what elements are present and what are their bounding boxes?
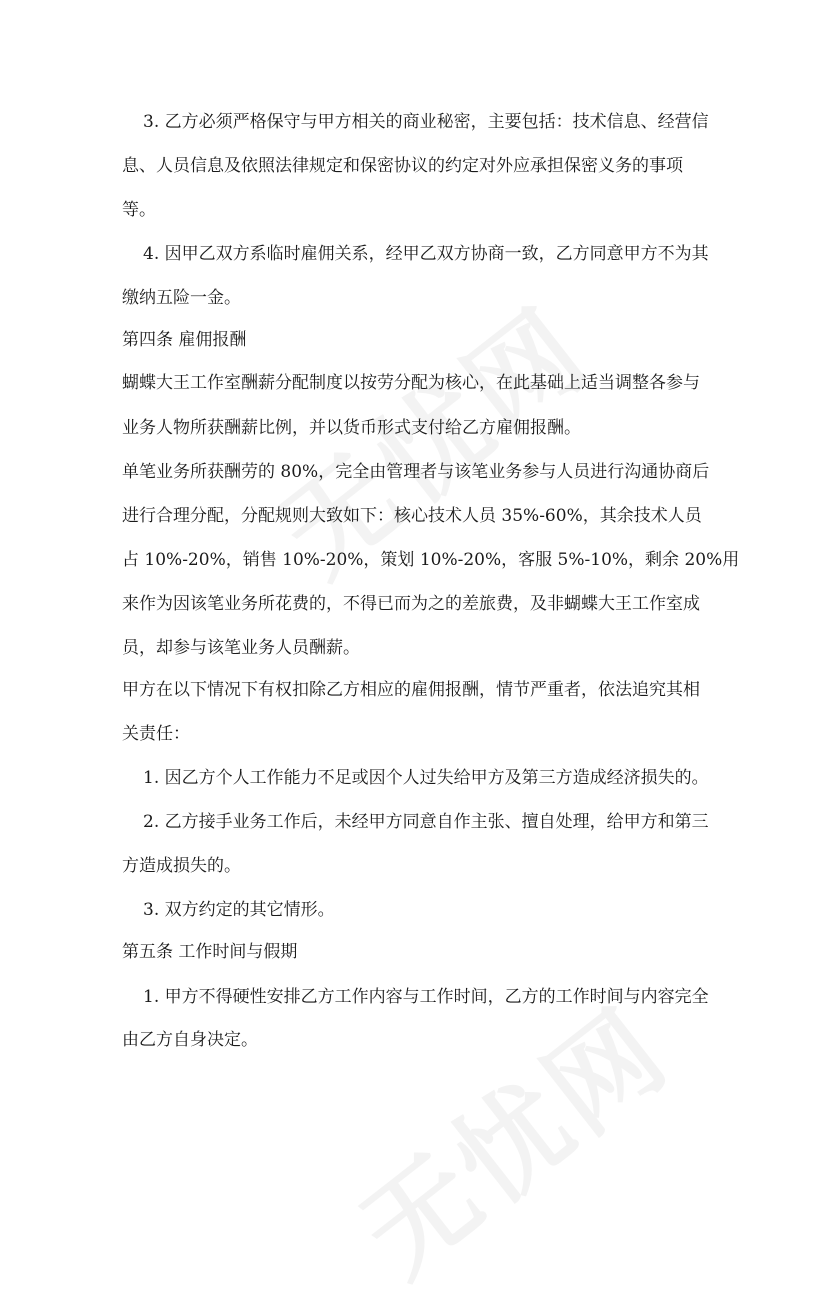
paragraph-2-line-1: 单笔业务所获酬劳的 80%，完全由管理者与该笔业务参与人员进行沟通协商后 xyxy=(122,462,710,482)
list-item-3-line-1: 3. 乙方必须严格保守与甲方相关的商业秘密，主要包括：技术信息、经营信 xyxy=(143,112,709,132)
paragraph-2-line-2: 进行合理分配，分配规则大致如下：核心技术人员 35%-60%，其余技术人员 xyxy=(122,506,702,526)
paragraph-3-line-1: 甲方在以下情况下有权扣除乙方相应的雇佣报酬，情节严重者，依法追究其相 xyxy=(122,680,700,700)
deduction-item-1: 1. 因乙方个人工作能力不足或因个人过失给甲方及第三方造成经济损失的。 xyxy=(143,768,709,788)
list-item-4-line-2: 缴纳五险一金。 xyxy=(122,288,241,308)
paragraph-2-line-3: 占 10%-20%，销售 10%-20%，策划 10%-20%，客服 5%-10%，剩余 20%用 xyxy=(122,550,740,570)
watermark-text-bottom xyxy=(324,966,696,1305)
paragraph-2-line-4: 来作为因该笔业务所花费的，不得已而为之的差旅费，及非蝴蝶大王工作室成 xyxy=(122,594,700,614)
work-item-1-line-1: 1. 甲方不得硬性安排乙方工作内容与工作时间，乙方的工作时间与内容完全 xyxy=(143,987,709,1007)
deduction-item-3: 3. 双方约定的其它情形。 xyxy=(143,900,335,920)
paragraph-1-line-2: 业务人物所获酬薪比例，并以货币形式支付给乙方雇佣报酬。 xyxy=(122,418,581,438)
work-item-1-line-2: 由乙方自身决定。 xyxy=(122,1030,258,1050)
list-item-3-line-2: 息、人员信息及依照法律规定和保密协议的约定对外应承担保密义务的事项 xyxy=(122,156,683,176)
deduction-item-2-line-1: 2. 乙方接手业务工作后，未经甲方同意自作主张、擅自处理，给甲方和第三 xyxy=(143,812,709,832)
deduction-item-2-line-2: 方造成损失的。 xyxy=(122,856,241,876)
paragraph-1-line-1: 蝴蝶大王工作室酬薪分配制度以按劳分配为核心，在此基础上适当调整各参与 xyxy=(122,373,700,393)
paragraph-2-line-5: 员，却参与该笔业务人员酬薪。 xyxy=(122,638,360,658)
section-heading-5: 第五条 工作时间与假期 xyxy=(122,942,298,962)
list-item-4-line-1: 4. 因甲乙双方系临时雇佣关系，经甲乙双方协商一致，乙方同意甲方不为其 xyxy=(143,244,709,264)
list-item-3-line-3: 等。 xyxy=(122,200,156,220)
section-heading-4: 第四条 雇佣报酬 xyxy=(122,330,247,350)
watermark-bottom xyxy=(322,965,698,1305)
paragraph-3-line-2: 关责任： xyxy=(122,724,190,744)
